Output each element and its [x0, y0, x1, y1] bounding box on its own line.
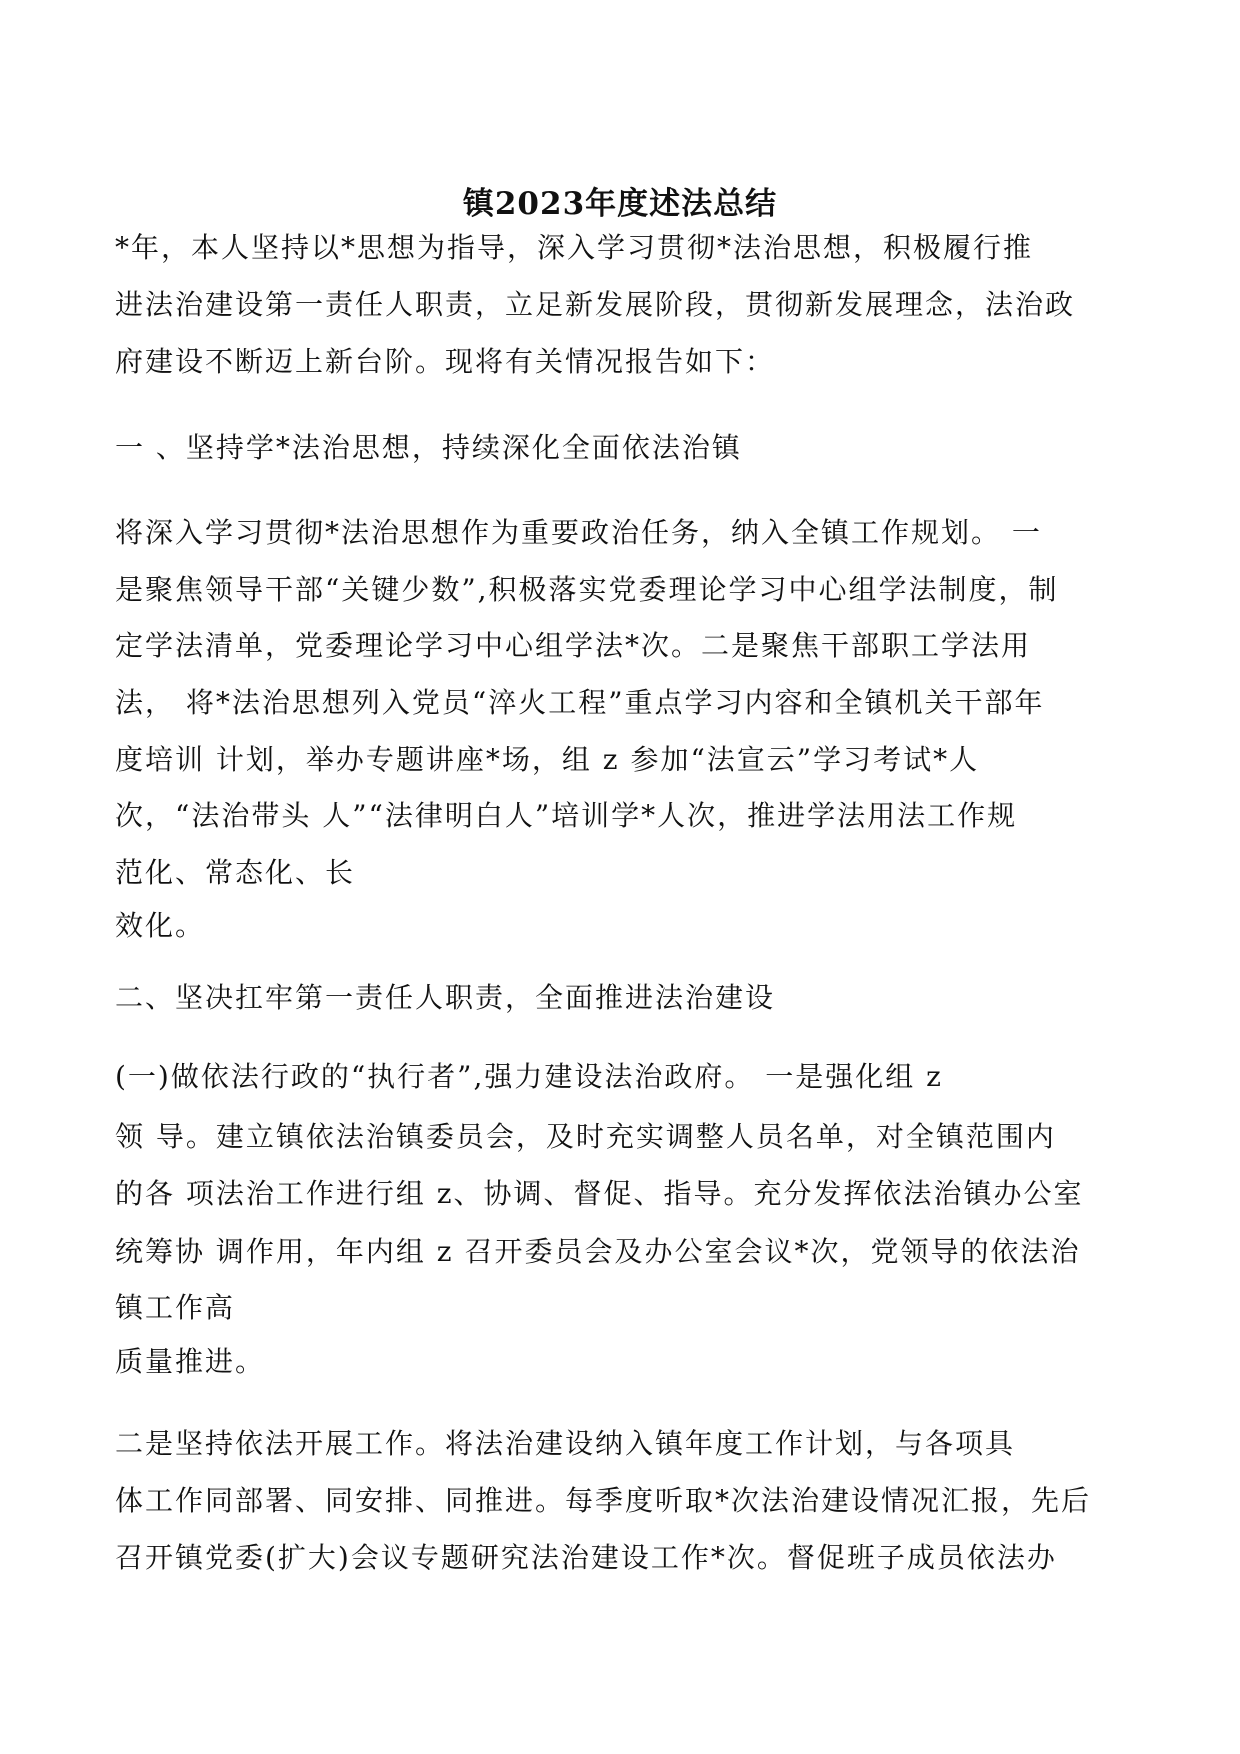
body-line: 进法治建设第一责任人职责，立足新发展阶段，贯彻新发展理念，法治政 — [115, 288, 1076, 321]
body-line: 度培训 计划，举办专题讲座*场，组 z 参加“法宣云”学习考试*人 — [115, 743, 980, 776]
body-line: 次，“法治带头 人”“法律明白人”培训学*人次，推进学法用法工作规 — [115, 799, 1018, 832]
body-line: 法， 将*法治思想列入党员“淬火工程”重点学习内容和全镇机关干部年 — [115, 686, 1045, 719]
body-line: 镇工作高 — [115, 1291, 236, 1324]
body-line: 二是坚持依法开展工作。将法治建设纳入镇年度工作计划，与各项具 — [115, 1427, 1016, 1460]
body-line: (一)做依法行政的“执行者”,强力建设法治政府。 一是强化组 z — [115, 1060, 943, 1093]
body-line: 召开镇党委(扩大)会议专题研究法治建设工作*次。督促班子成员依法办 — [115, 1541, 1057, 1574]
body-line: 体工作同部署、同安排、同推进。每季度听取*次法治建设情况汇报，先后 — [115, 1484, 1092, 1517]
body-line: 府建设不断迈上新台阶。现将有关情况报告如下： — [115, 345, 776, 378]
body-line: 将深入学习贯彻*法治思想作为重要政治任务，纳入全镇工作规划。 一 — [115, 516, 1042, 549]
body-line: *年，本人坚持以*思想为指导，深入学习贯彻*法治思想，积极履行推 — [115, 231, 1034, 264]
body-line: 领 导。建立镇依法治镇委员会，及时充实调整人员名单，对全镇范围内 — [115, 1120, 1056, 1153]
body-line: 定学法清单，党委理论学习中心组学法*次。二是聚焦干部职工学法用 — [115, 629, 1032, 662]
body-line: 统筹协 调作用，年内组 z 召开委员会及办公室会议*次，党领导的依法治 — [115, 1235, 1081, 1268]
body-line: 效化。 — [115, 909, 206, 942]
body-line: 是聚焦领导干部“关键少数”,积极落实党委理论学习中心组学法制度，制 — [115, 573, 1059, 606]
body-line: 范化、常态化、长 — [115, 856, 356, 889]
section-heading: 一 、坚持学*法治思想，持续深化全面依法治镇 — [115, 431, 742, 464]
body-line: 的各 项法治工作进行组 z、协调、督促、指导。充分发挥依法治镇办公室 — [115, 1177, 1084, 1210]
document-title: 镇2023年度述法总结 — [462, 186, 778, 222]
section-heading: 二、坚决扛牢第一责任人职责，全面推进法治建设 — [115, 981, 776, 1014]
body-line: 质量推进。 — [115, 1345, 266, 1378]
